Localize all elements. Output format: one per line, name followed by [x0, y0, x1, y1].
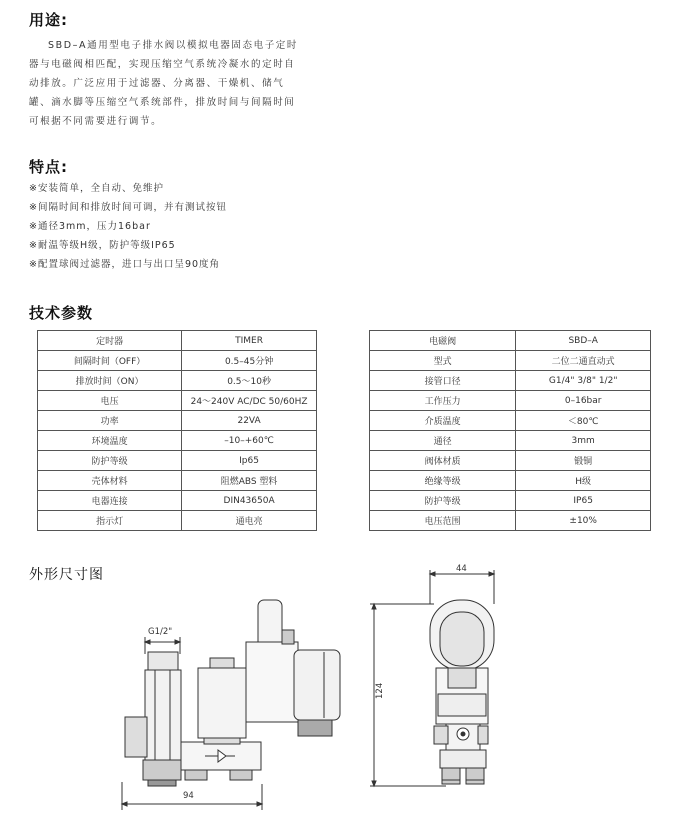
timer-table-value-cell: 0.5～10秒	[182, 371, 317, 391]
valve-table-value-cell: 二位二通直动式	[516, 351, 651, 371]
timer-table-row	[38, 411, 317, 431]
timer-table-param-cell: 功率	[38, 411, 182, 431]
usage-line-2: 器与电磁阀相匹配，实现压缩空气系统冷凝水的定时自	[29, 59, 296, 70]
valve-table-value-cell: 0–16bar	[516, 391, 651, 411]
timer-table-row	[38, 371, 317, 391]
usage-line-4: 罐、滴水脚等压缩空气系统部件，排放时间与间隔时间	[29, 97, 296, 108]
valve-table-row	[370, 351, 651, 371]
usage-line-5: 可根据不同需要进行调节。	[29, 116, 163, 127]
timer-table-row	[38, 511, 317, 531]
timer-table-param-cell: 壳体材料	[38, 471, 182, 491]
valve-table-param-cell: 介质温度	[370, 411, 516, 431]
feature-item: ※通径3mm，压力16bar	[29, 221, 151, 232]
timer-table-row	[38, 491, 317, 511]
thread-size-label: G1/2"	[148, 627, 173, 637]
valve-table-value-cell: 锻铜	[516, 451, 651, 471]
timer-table-row	[38, 331, 317, 351]
timer-table-param-cell: 电压	[38, 391, 182, 411]
side-view-drawing	[110, 592, 370, 820]
feature-item: ※安装简单，全自动、免维护	[29, 183, 164, 194]
valve-table-value-cell: G1/4" 3/8" 1/2"	[516, 371, 651, 391]
timer-table-row	[38, 351, 317, 371]
valve-table-value-cell: 3mm	[516, 431, 651, 451]
valve-table-row	[370, 451, 651, 471]
timer-table-param-cell: 排放时间（ON）	[38, 371, 182, 391]
timer-table-param-cell: 防护等级	[38, 451, 182, 471]
timer-table-row	[38, 391, 317, 411]
valve-table-param-cell: 通径	[370, 431, 516, 451]
valve-table-param-cell: 绝缘等级	[370, 471, 516, 491]
valve-table-value-cell: ±10%	[516, 511, 651, 531]
feature-item: ※间隔时间和排放时间可调，并有测试按钮	[29, 202, 227, 213]
timer-table-value-cell: DIN43650A	[182, 491, 317, 511]
timer-table-param-cell: 指示灯	[38, 511, 182, 531]
top-width-dimension-label: 44	[456, 564, 467, 574]
width-dimension-label: 94	[183, 791, 194, 801]
usage-heading: 用途:	[29, 11, 68, 29]
timer-table-row	[38, 471, 317, 491]
usage-paragraph	[29, 36, 309, 131]
valve-table-row	[370, 471, 651, 491]
timer-spec-table	[37, 330, 317, 531]
timer-table-value-cell: 阻燃ABS 塑料	[182, 471, 317, 491]
feature-item: ※耐温等级H级，防护等级IP65	[29, 240, 176, 251]
timer-table-value-cell: 24～240V AC/DC 50/60HZ	[182, 391, 317, 411]
timer-table-value-cell: 22VA	[182, 411, 317, 431]
valve-spec-table	[369, 330, 651, 531]
features-list	[29, 179, 227, 274]
dimensions-heading: 外形尺寸图	[29, 567, 104, 583]
features-heading: 特点:	[29, 158, 68, 176]
valve-table-row	[370, 511, 651, 531]
valve-table-value-cell: ＜80℃	[516, 411, 651, 431]
usage-line-1: SBD–A通用型电子排水阀以模拟电器固态电子定时	[48, 40, 299, 51]
valve-table-param-cell: 电磁阀	[370, 331, 516, 351]
height-dimension-label: 124	[375, 682, 385, 699]
feature-item: ※配置球阀过滤器，进口与出口呈90度角	[29, 259, 221, 270]
valve-table-param-cell: 型式	[370, 351, 516, 371]
valve-table-param-cell: 接管口径	[370, 371, 516, 391]
timer-table-param-cell: 间隔时间（OFF）	[38, 351, 182, 371]
valve-table-row	[370, 491, 651, 511]
valve-table-value-cell: SBD–A	[516, 331, 651, 351]
valve-table-row	[370, 431, 651, 451]
timer-table-param-cell: 环境温度	[38, 431, 182, 451]
specs-heading: 技术参数	[29, 304, 94, 322]
valve-table-value-cell: H级	[516, 471, 651, 491]
timer-table-param-cell: 电器连接	[38, 491, 182, 511]
timer-table-row	[38, 451, 317, 471]
valve-table-param-cell: 工作压力	[370, 391, 516, 411]
valve-table-row	[370, 331, 651, 351]
timer-table-value-cell: –10–+60℃	[182, 431, 317, 451]
timer-table-value-cell: 通电亮	[182, 511, 317, 531]
front-view-drawing	[368, 564, 508, 790]
timer-table-param-cell: 定时器	[38, 331, 182, 351]
valve-table-row	[370, 391, 651, 411]
valve-table-row	[370, 411, 651, 431]
valve-table-param-cell: 电压范围	[370, 511, 516, 531]
usage-line-3: 动排放。广泛应用于过滤器、分离器、干燥机、储气	[29, 78, 285, 89]
valve-table-row	[370, 371, 651, 391]
valve-table-value-cell: IP65	[516, 491, 651, 511]
valve-table-param-cell: 防护等级	[370, 491, 516, 511]
valve-table-param-cell: 阀体材质	[370, 451, 516, 471]
timer-table-value-cell: Ip65	[182, 451, 317, 471]
timer-table-value-cell: 0.5–45分钟	[182, 351, 317, 371]
timer-table-row	[38, 431, 317, 451]
timer-table-value-cell: TIMER	[182, 331, 317, 351]
